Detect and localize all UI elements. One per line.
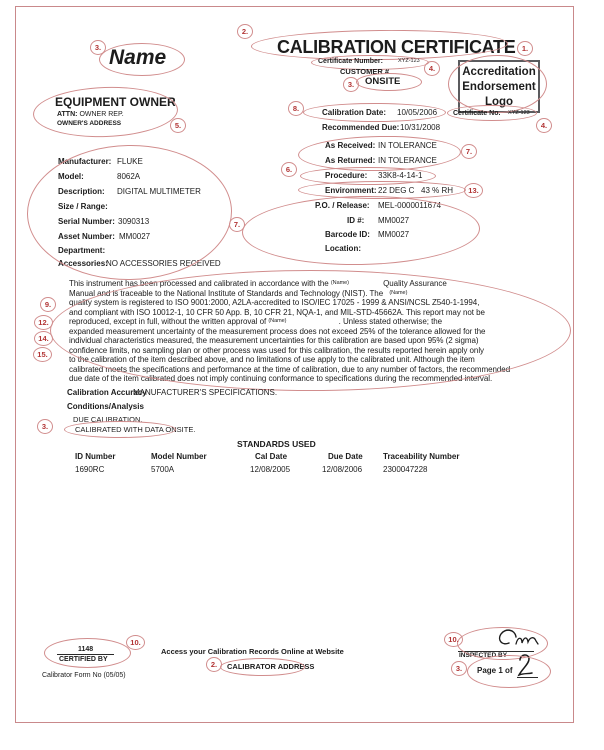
standards-row-traceability: 2300047228 [383, 465, 428, 474]
standards-used-title: STANDARDS USED [237, 439, 316, 449]
annotation-circle-3-name: 3. [90, 40, 106, 55]
procedure-label: Procedure: [325, 171, 368, 180]
standards-header-due-date: Due Date [328, 452, 363, 461]
owner-address: OWNER'S ADDRESS [57, 120, 122, 127]
standards-row-due-date: 12/08/2006 [322, 465, 363, 474]
disclaimer-text: This instrument has been processed and calibrated in accordance with the [69, 279, 329, 288]
annotation-oval-calibration-date [303, 103, 446, 122]
disclaimer-line: and compliant with ISO 10012-1, 10 CFR 50 App. B, 10 CFR 21, NQA-1, and MIL-STD-45662A. This report may not be [69, 307, 485, 317]
disclaimer-line: quality system is registered to ISO 9001:2000, A2LA-accredited to ISO/IEC 17025 - 1999 & ANSI/NCSL Z540-1-1994, [69, 298, 480, 307]
disclaimer-text: reproduced, except in full, without the written approval of [69, 317, 267, 326]
name-token: (Name) [330, 280, 349, 286]
accreditation-line3: Logo [484, 96, 514, 108]
attn-label: ATTN: [57, 111, 78, 118]
disclaimer-line: individual characteristics measured, the measurement uncertainties for this calibration are based upon 95% (2 sigma) [69, 336, 479, 345]
annotation-circle-10-inspected: 10. [444, 632, 463, 647]
annotation-circle-2-calibrator-address: 2. [206, 657, 222, 672]
standards-header-traceability: Traceability Number [383, 452, 460, 461]
annotation-circle-6-procedure: 6. [281, 162, 297, 177]
standards-header-model: Model Number [151, 452, 207, 461]
certificate-no-value: XYZ-123 [508, 110, 530, 116]
calibrator-form-no: Calibrator Form No (05/05) [42, 672, 126, 679]
annotation-circle-7-tolerance: 7. [461, 144, 477, 159]
equipment-label: Department: [58, 246, 106, 255]
environment-label: Environment: [325, 186, 377, 195]
annotation-oval-disclaimer [50, 270, 571, 391]
as-returned-label: As Returned: [325, 156, 376, 165]
access-records-text: Access your Calibration Records Online at Website [161, 647, 344, 656]
equipment-value: NO ACCESSORIES RECEIVED [106, 259, 221, 268]
annotation-circle-12-disclaimer: 12. [34, 315, 53, 330]
annotation-circle-1-accreditation: 1. [517, 41, 533, 56]
disclaimer-text: Manual and is traceable to the National Institute of Standards and Technology (NIST). The [69, 288, 384, 298]
po-release-label: P.O. / Release: [315, 201, 370, 210]
accreditation-line1: Accreditation [462, 66, 536, 78]
annotation-circle-8-calibration-date: 8. [288, 101, 304, 116]
annotation-oval-conditions [64, 421, 176, 438]
annotation-circle-3-page: 3. [451, 661, 467, 676]
calibration-date-value: 10/05/2006 [397, 108, 438, 117]
disclaimer-line: confidence limits, no sampling plan or other process was used for this calibration, the results reported herein apply only [69, 345, 485, 355]
equipment-label: Accessories: [58, 259, 108, 268]
certificate-no-label: Certificate No. [453, 110, 501, 117]
conditions-analysis-title: Conditions/Analysis [67, 402, 144, 411]
standards-row-model: 5700A [151, 465, 175, 474]
disclaimer-line: expanded measurement uncertainty of the measurement process does not exceed 25% of the tolerance allowed for the [69, 326, 486, 336]
certificate-number-value: XYZ-123 [398, 58, 420, 64]
annotation-circle-4-certificate-number: 4. [424, 61, 440, 76]
barcode-id-label: Barcode ID: [325, 230, 370, 239]
annotation-circle-4-certificate-no: 4. [536, 118, 552, 133]
standards-row-cal-date: 12/08/2005 [250, 465, 291, 474]
annotation-oval-page [467, 655, 551, 688]
annotation-circle-5-owner: 5. [170, 118, 186, 133]
disclaimer-text: . Unless stated otherwise; the [338, 317, 443, 326]
annotation-circle-14-disclaimer: 14. [34, 331, 53, 346]
equipment-label: Serial Number: [58, 217, 115, 226]
conditions-line-onsite: CALIBRATED WITH DATA ONSITE. [75, 425, 196, 434]
calibration-date-label: Calibration Date: [322, 108, 387, 117]
annotation-oval-onsite [356, 73, 422, 91]
inspected-by-label: INSPECTED BY [459, 652, 508, 659]
equipment-label: Model: [58, 172, 84, 181]
equipment-label: Size / Range: [58, 202, 108, 211]
customer-number-label: CUSTOMER # [340, 67, 390, 76]
equipment-label: Manufacturer: [58, 157, 112, 166]
disclaimer-line: due date of the item calibrated does not imply continuing conformance to specifications during the recommended interval. [69, 374, 493, 383]
certificate-title: CALIBRATION CERTIFICATE [277, 37, 516, 57]
equipment-label: Asset Number: [58, 232, 115, 241]
standards-header-id: ID Number [75, 452, 116, 461]
disclaimer-line: to the calibration of the item described above, and no limitations of use apply to the calibrated unit. Although the item [69, 355, 475, 364]
annotation-circle-3-onsite: 3. [343, 77, 359, 92]
annotation-circle-2-title: 2. [237, 24, 253, 39]
calibration-accuracy-value: MANUFACTURER'S SPECIFICATIONS. [133, 388, 278, 397]
equipment-value: DIGITAL MULTIMETER [117, 187, 201, 196]
recommended-due-value: 10/31/2008 [400, 123, 441, 132]
po-release-value: MEL-0000011674 [378, 201, 442, 210]
annotation-circle-15-disclaimer: 15. [33, 347, 52, 362]
certified-by-label: CERTIFIED BY [59, 656, 108, 663]
as-received-label: As Received: [325, 141, 376, 150]
annotation-circle-10-certified: 10. [126, 635, 145, 650]
annotation-circle-7-equipment: 7. [229, 217, 245, 232]
standards-row-id: 1690RC [75, 465, 105, 474]
as-received-value: IN TOLERANCE [378, 141, 437, 150]
equipment-label: Description: [58, 187, 105, 196]
annotation-oval-name [99, 43, 185, 76]
calibration-accuracy-label: Calibration Accuracy [67, 388, 147, 397]
id-number-label: ID #: [347, 216, 365, 225]
attn-value: OWNER REP. [79, 111, 124, 118]
conditions-line-due: DUE CALIBRATION. [73, 415, 143, 424]
annotation-circle-13-environment: 13. [464, 183, 483, 198]
annotation-oval-certificate-no [447, 105, 537, 121]
recommended-due-label: Recommended Due: [322, 123, 400, 132]
id-number-value: MM0027 [378, 216, 410, 225]
procedure-value: 33K8-4-14-1 [378, 171, 423, 180]
certified-by-number: 1148 [78, 646, 94, 653]
disclaimer-text: Quality Assurance [383, 279, 447, 288]
page-number-label: Page 1 of [477, 666, 513, 675]
name-token: (Name) [268, 318, 287, 324]
equipment-value: MM0027 [119, 232, 151, 241]
disclaimer-line: calibrated meets the specifications and performance at the time of calibration, due to any number of factors, the recommended [69, 364, 511, 374]
equipment-value: FLUKE [117, 157, 143, 166]
equipment-value: 8062A [117, 172, 141, 181]
standards-header-cal-date: Cal Date [255, 452, 288, 461]
annotation-oval-certified [44, 638, 131, 668]
annotation-circle-3-conditions: 3. [37, 419, 53, 434]
annotation-oval-calibrator-address [220, 658, 305, 676]
as-returned-value: IN TOLERANCE [378, 156, 437, 165]
name-token: (Name) [389, 289, 408, 296]
calibrator-address: CALIBRATOR ADDRESS [227, 662, 315, 671]
onsite-flag: ONSITE [365, 76, 401, 87]
environment-value-temp: 22 DEG C [378, 186, 415, 195]
environment-value-humidity: 43 % RH [421, 186, 454, 195]
annotation-circle-9-disclaimer: 9. [40, 297, 56, 312]
certificate-number-label: Certificate Number: [318, 58, 383, 65]
location-label: Location: [325, 244, 361, 253]
equipment-owner-title: EQUIPMENT OWNER [55, 95, 176, 109]
equipment-value: 3090313 [118, 217, 150, 226]
accreditation-line2: Endorsement [462, 81, 536, 93]
barcode-id-value: MM0027 [378, 230, 410, 239]
company-name-placeholder: Name [109, 46, 167, 69]
